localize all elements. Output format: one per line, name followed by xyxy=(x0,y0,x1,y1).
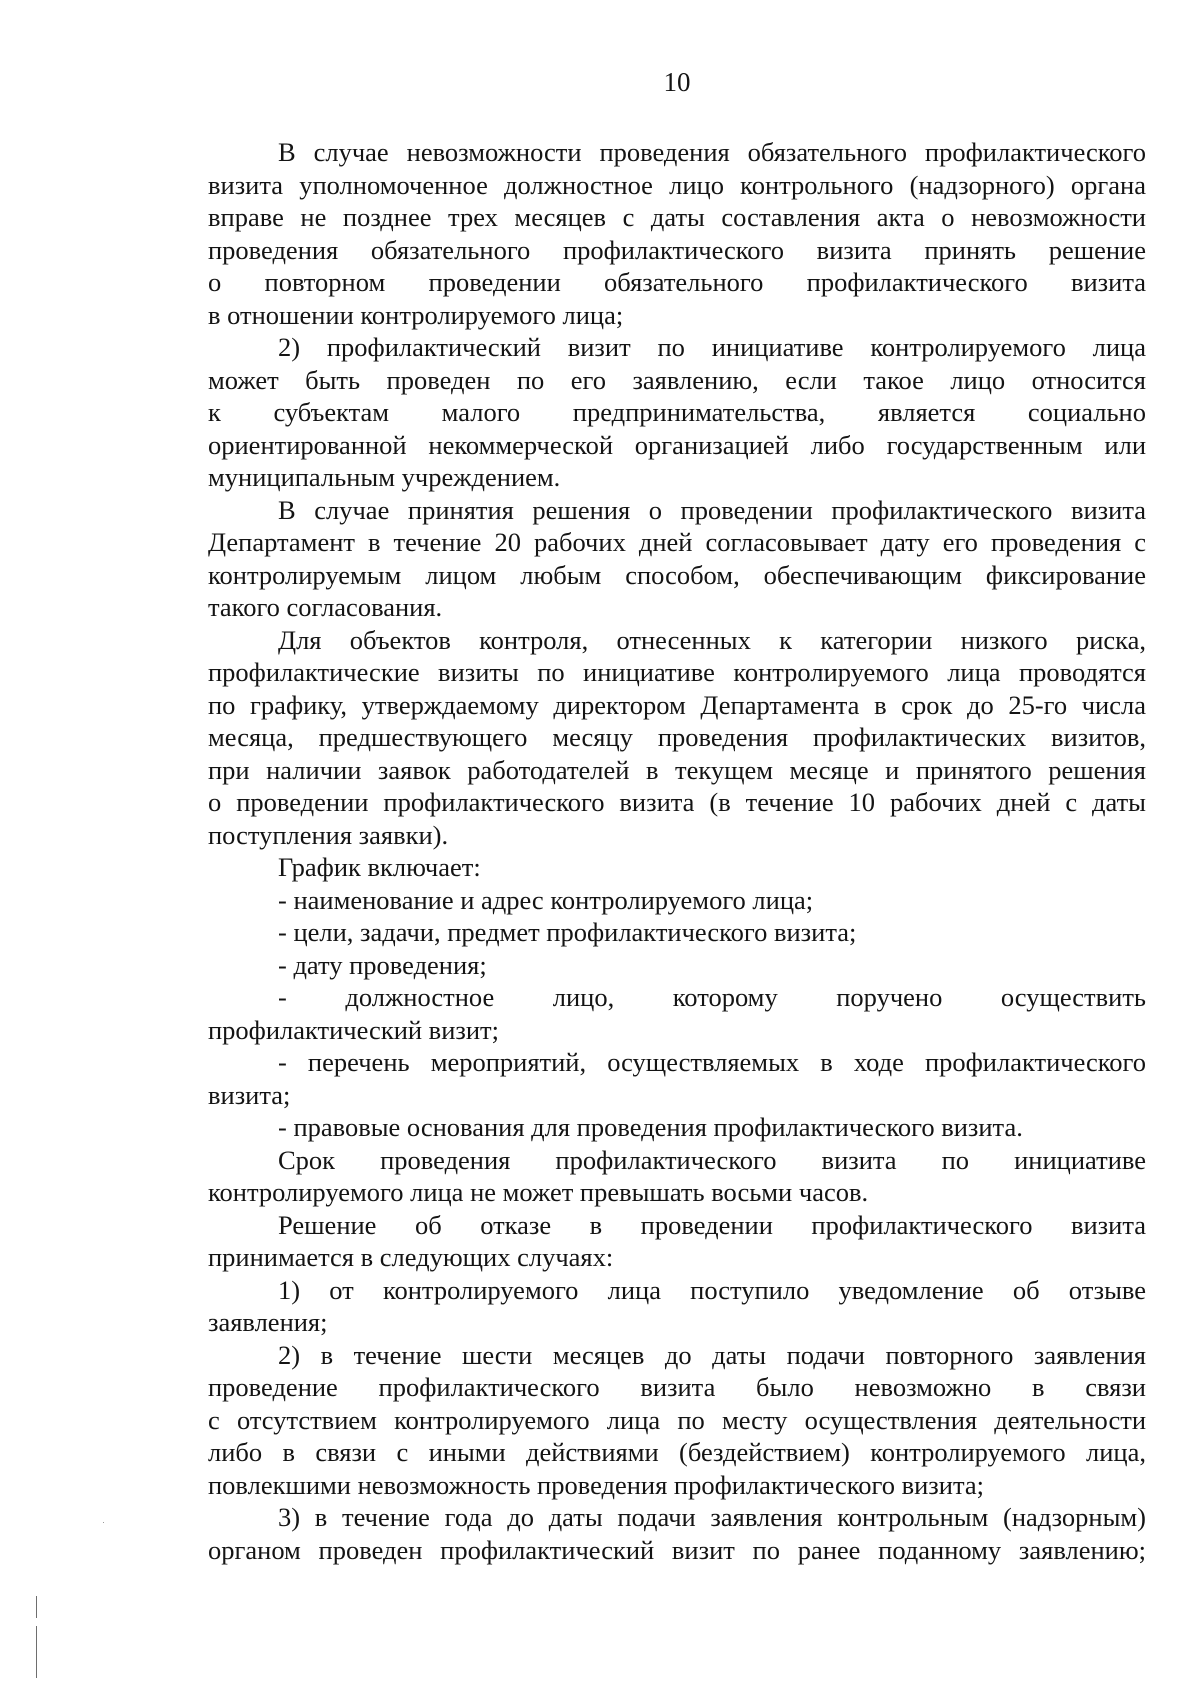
scan-artifact xyxy=(36,1596,37,1618)
text-line: Департамент в течение 20 рабочих дней согласовывает дату его проведения с xyxy=(208,527,1146,557)
text-line: может быть проведен по его заявлению, если такое лицо относится xyxy=(208,364,1146,395)
page-number: 10 xyxy=(663,67,691,97)
text-line: принимается в следующих случаях: xyxy=(208,1242,614,1272)
text-line: Решение об отказе в проведении профилактического визита xyxy=(278,1209,1146,1240)
text-line: профилактические визиты по инициативе контролируемого лица проводятся xyxy=(208,657,1146,687)
text-line: - цели, задачи, предмет профилактического визита; xyxy=(278,917,857,947)
text-line: 2) в течение шести месяцев до даты подачи повторного заявления xyxy=(278,1339,1146,1370)
text-line: такого согласования. xyxy=(208,592,443,622)
text-line: Срок проведения профилактического визита по инициативе xyxy=(278,1144,1146,1175)
text-line: проведение профилактического визита было невозможно в связи xyxy=(208,1372,1146,1402)
text-line: к субъектам малого предпринимательства, является социально xyxy=(208,397,1146,427)
scan-artifact xyxy=(103,1522,104,1523)
scan-artifact xyxy=(36,1626,37,1678)
text-line: 2) профилактический визит по инициативе контролируемого лица xyxy=(278,332,1146,362)
text-line: - дату проведения; xyxy=(278,949,487,980)
text-line: контролируемым лицом любым способом, обеспечивающим фиксирование xyxy=(208,559,1146,590)
document-body xyxy=(208,136,1146,1566)
text-line: повлекшими невозможность проведения профилактического визита; xyxy=(208,1469,984,1500)
text-line: - правовые основания для проведения профилактического визита. xyxy=(278,1112,1023,1142)
text-line: визита уполномоченное должностное лицо контрольного (надзорного) органа xyxy=(208,169,1146,200)
text-line: визита; xyxy=(208,1079,291,1110)
text-line: по графику, утверждаемому директором Департамента в срок до 25-го числа xyxy=(208,689,1146,720)
text-line: о повторном проведении обязательного профилактического визита xyxy=(208,267,1146,297)
text-line: органом проведен профилактический визит по ранее поданному заявлению; xyxy=(208,1534,1146,1565)
text-line: поступления заявки). xyxy=(208,819,449,850)
text-line: ориентированной некоммерческой организацией либо государственным или xyxy=(208,429,1146,460)
text-line: 3) в течение года до даты подачи заявления контрольным (надзорным) xyxy=(278,1502,1146,1532)
text-line: месяца, предшествующего месяцу проведения профилактических визитов, xyxy=(208,722,1146,752)
text-line: - должностное лицо, которому поручено осуществить xyxy=(278,982,1146,1012)
text-line: проведения обязательного профилактического визита принять решение xyxy=(208,234,1146,265)
text-line: График включает: xyxy=(278,852,481,882)
text-line: - наименование и адрес контролируемого лица; xyxy=(278,884,814,915)
text-line: профилактический визит; xyxy=(208,1014,499,1045)
text-line: контролируемого лица не может превышать восьми часов. xyxy=(208,1177,869,1207)
text-line: муниципальным учреждением. xyxy=(208,462,561,492)
text-line: В случае принятия решения о проведении профилактического визита xyxy=(278,494,1146,525)
text-line: в отношении контролируемого лица; xyxy=(208,299,624,330)
text-line: либо в связи с иными действиями (бездействием) контролируемого лица, xyxy=(208,1437,1146,1467)
text-line: заявления; xyxy=(208,1307,328,1337)
text-line: Для объектов контроля, отнесенных к категории низкого риска, xyxy=(278,624,1146,655)
text-line: 1) от контролируемого лица поступило уведомление об отзыве xyxy=(278,1274,1146,1305)
text-line: В случае невозможности проведения обязательного профилактического xyxy=(278,137,1146,167)
text-line: при наличии заявок работодателей в текущем месяце и принятого решения xyxy=(208,754,1146,785)
text-line: о проведении профилактического визита (в течение 10 рабочих дней с даты xyxy=(208,787,1146,817)
text-line: вправе не позднее трех месяцев с даты составления акта о невозможности xyxy=(208,202,1146,232)
text-line: - перечень мероприятий, осуществляемых в ходе профилактического xyxy=(278,1047,1146,1077)
text-line: с отсутствием контролируемого лица по месту осуществления деятельности xyxy=(208,1404,1146,1435)
